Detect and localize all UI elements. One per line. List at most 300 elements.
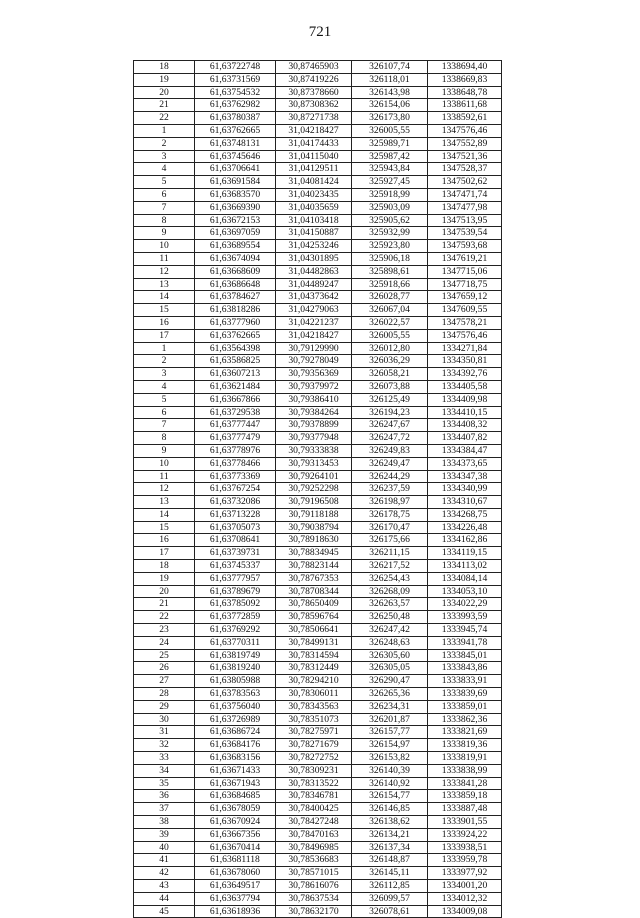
latitude-cell: 61,63762665 xyxy=(195,329,276,342)
latitude-cell: 61,63674094 xyxy=(195,252,276,265)
x-coordinate-cell: 325943,84 xyxy=(352,163,428,176)
latitude-cell: 61,63726989 xyxy=(195,713,276,726)
longitude-cell: 30,78637534 xyxy=(276,892,352,905)
table-row xyxy=(134,496,502,509)
longitude-cell: 31,04023435 xyxy=(276,188,352,201)
table-row xyxy=(134,201,502,214)
y-coordinate-cell: 1347576,46 xyxy=(428,329,502,342)
table-row xyxy=(134,867,502,880)
x-coordinate-cell: 326201,87 xyxy=(352,713,428,726)
table-row xyxy=(134,752,502,765)
table-row xyxy=(134,406,502,419)
longitude-cell: 30,79196508 xyxy=(276,496,352,509)
table-row xyxy=(134,137,502,150)
latitude-cell: 61,63767254 xyxy=(195,483,276,496)
point-number-cell: 16 xyxy=(134,534,195,547)
point-number-cell: 9 xyxy=(134,444,195,457)
x-coordinate-cell: 326263,57 xyxy=(352,598,428,611)
point-number-cell: 31 xyxy=(134,726,195,739)
y-coordinate-cell: 1347576,46 xyxy=(428,124,502,137)
coordinates-table xyxy=(133,60,502,918)
point-number-cell: 4 xyxy=(134,380,195,393)
longitude-cell: 31,04489247 xyxy=(276,278,352,291)
x-coordinate-cell: 326125,49 xyxy=(352,393,428,406)
x-coordinate-cell: 326134,21 xyxy=(352,828,428,841)
latitude-cell: 61,63667866 xyxy=(195,393,276,406)
x-coordinate-cell: 326143,98 xyxy=(352,86,428,99)
y-coordinate-cell: 1333901,55 xyxy=(428,816,502,829)
y-coordinate-cell: 1334001,20 xyxy=(428,880,502,893)
x-coordinate-cell: 325932,99 xyxy=(352,227,428,240)
point-number-cell: 20 xyxy=(134,86,195,99)
x-coordinate-cell: 326249,83 xyxy=(352,444,428,457)
y-coordinate-cell: 1334409,98 xyxy=(428,393,502,406)
point-number-cell: 3 xyxy=(134,150,195,163)
longitude-cell: 31,04221237 xyxy=(276,316,352,329)
longitude-cell: 30,79386410 xyxy=(276,393,352,406)
table-row xyxy=(134,368,502,381)
longitude-cell: 31,04035659 xyxy=(276,201,352,214)
longitude-cell: 30,79379972 xyxy=(276,380,352,393)
longitude-cell: 30,78272752 xyxy=(276,752,352,765)
point-number-cell: 43 xyxy=(134,880,195,893)
x-coordinate-cell: 326178,75 xyxy=(352,508,428,521)
latitude-cell: 61,63686648 xyxy=(195,278,276,291)
point-number-cell: 38 xyxy=(134,816,195,829)
latitude-cell: 61,63731569 xyxy=(195,73,276,86)
x-coordinate-cell: 326247,42 xyxy=(352,624,428,637)
point-number-cell: 27 xyxy=(134,675,195,688)
x-coordinate-cell: 326305,60 xyxy=(352,649,428,662)
table-row xyxy=(134,547,502,560)
y-coordinate-cell: 1347718,75 xyxy=(428,278,502,291)
table-row xyxy=(134,905,502,918)
longitude-cell: 30,78918630 xyxy=(276,534,352,547)
latitude-cell: 61,63722748 xyxy=(195,61,276,74)
longitude-cell: 30,78313522 xyxy=(276,777,352,790)
y-coordinate-cell: 1334405,58 xyxy=(428,380,502,393)
longitude-cell: 30,78427248 xyxy=(276,816,352,829)
point-number-cell: 5 xyxy=(134,393,195,406)
table-row xyxy=(134,841,502,854)
latitude-cell: 61,63819749 xyxy=(195,649,276,662)
y-coordinate-cell: 1334310,67 xyxy=(428,496,502,509)
point-number-cell: 29 xyxy=(134,700,195,713)
point-number-cell: 11 xyxy=(134,470,195,483)
x-coordinate-cell: 326248,63 xyxy=(352,636,428,649)
point-number-cell: 10 xyxy=(134,457,195,470)
table-row xyxy=(134,700,502,713)
y-coordinate-cell: 1333841,28 xyxy=(428,777,502,790)
table-row xyxy=(134,662,502,675)
x-coordinate-cell: 326153,82 xyxy=(352,752,428,765)
point-number-cell: 7 xyxy=(134,201,195,214)
x-coordinate-cell: 326140,39 xyxy=(352,764,428,777)
point-number-cell: 41 xyxy=(134,854,195,867)
point-number-cell: 6 xyxy=(134,406,195,419)
x-coordinate-cell: 325927,45 xyxy=(352,176,428,189)
point-number-cell: 14 xyxy=(134,508,195,521)
y-coordinate-cell: 1347619,21 xyxy=(428,252,502,265)
latitude-cell: 61,63678059 xyxy=(195,803,276,816)
latitude-cell: 61,63586825 xyxy=(195,355,276,368)
longitude-cell: 31,04115040 xyxy=(276,150,352,163)
x-coordinate-cell: 326118,01 xyxy=(352,73,428,86)
y-coordinate-cell: 1333945,74 xyxy=(428,624,502,637)
point-number-cell: 19 xyxy=(134,73,195,86)
y-coordinate-cell: 1333977,92 xyxy=(428,867,502,880)
y-coordinate-cell: 1334113,02 xyxy=(428,560,502,573)
x-coordinate-cell: 325906,18 xyxy=(352,252,428,265)
longitude-cell: 30,78275971 xyxy=(276,726,352,739)
point-number-cell: 24 xyxy=(134,636,195,649)
y-coordinate-cell: 1333845,01 xyxy=(428,649,502,662)
latitude-cell: 61,63691584 xyxy=(195,176,276,189)
y-coordinate-cell: 1338648,78 xyxy=(428,86,502,99)
point-number-cell: 39 xyxy=(134,828,195,841)
longitude-cell: 30,87271738 xyxy=(276,112,352,125)
x-coordinate-cell: 326145,11 xyxy=(352,867,428,880)
table-row xyxy=(134,726,502,739)
latitude-cell: 61,63756040 xyxy=(195,700,276,713)
point-number-cell: 22 xyxy=(134,611,195,624)
point-number-cell: 44 xyxy=(134,892,195,905)
latitude-cell: 61,63681118 xyxy=(195,854,276,867)
table-row xyxy=(134,265,502,278)
point-number-cell: 2 xyxy=(134,355,195,368)
point-number-cell: 12 xyxy=(134,483,195,496)
point-number-cell: 34 xyxy=(134,764,195,777)
longitude-cell: 31,04482863 xyxy=(276,265,352,278)
y-coordinate-cell: 1347502,62 xyxy=(428,176,502,189)
longitude-cell: 30,78616076 xyxy=(276,880,352,893)
table-row xyxy=(134,739,502,752)
table-row xyxy=(134,585,502,598)
table-row xyxy=(134,713,502,726)
x-coordinate-cell: 326146,85 xyxy=(352,803,428,816)
x-coordinate-cell: 326036,29 xyxy=(352,355,428,368)
longitude-cell: 30,78650409 xyxy=(276,598,352,611)
point-number-cell: 21 xyxy=(134,598,195,611)
y-coordinate-cell: 1333859,01 xyxy=(428,700,502,713)
longitude-cell: 31,04150887 xyxy=(276,227,352,240)
x-coordinate-cell: 325905,62 xyxy=(352,214,428,227)
point-number-cell: 20 xyxy=(134,585,195,598)
point-number-cell: 28 xyxy=(134,688,195,701)
point-number-cell: 18 xyxy=(134,61,195,74)
latitude-cell: 61,63748131 xyxy=(195,137,276,150)
x-coordinate-cell: 326099,57 xyxy=(352,892,428,905)
latitude-cell: 61,63745337 xyxy=(195,560,276,573)
x-coordinate-cell: 326175,66 xyxy=(352,534,428,547)
x-coordinate-cell: 326237,59 xyxy=(352,483,428,496)
x-coordinate-cell: 326154,77 xyxy=(352,790,428,803)
y-coordinate-cell: 1333819,36 xyxy=(428,739,502,752)
x-coordinate-cell: 326244,29 xyxy=(352,470,428,483)
longitude-cell: 30,78506641 xyxy=(276,624,352,637)
x-coordinate-cell: 326028,77 xyxy=(352,291,428,304)
longitude-cell: 30,78309231 xyxy=(276,764,352,777)
point-number-cell: 35 xyxy=(134,777,195,790)
x-coordinate-cell: 326247,72 xyxy=(352,432,428,445)
table-row xyxy=(134,227,502,240)
y-coordinate-cell: 1333843,86 xyxy=(428,662,502,675)
x-coordinate-cell: 326250,48 xyxy=(352,611,428,624)
longitude-cell: 31,04279063 xyxy=(276,304,352,317)
point-number-cell: 4 xyxy=(134,163,195,176)
point-number-cell: 45 xyxy=(134,905,195,918)
y-coordinate-cell: 1347477,98 xyxy=(428,201,502,214)
table-row xyxy=(134,355,502,368)
latitude-cell: 61,63697059 xyxy=(195,227,276,240)
longitude-cell: 30,78823144 xyxy=(276,560,352,573)
point-number-cell: 1 xyxy=(134,124,195,137)
x-coordinate-cell: 326265,36 xyxy=(352,688,428,701)
y-coordinate-cell: 1334119,15 xyxy=(428,547,502,560)
latitude-cell: 61,63762982 xyxy=(195,99,276,112)
x-coordinate-cell: 326194,23 xyxy=(352,406,428,419)
longitude-cell: 30,78834945 xyxy=(276,547,352,560)
x-coordinate-cell: 326005,55 xyxy=(352,329,428,342)
y-coordinate-cell: 1347593,68 xyxy=(428,240,502,253)
point-number-cell: 2 xyxy=(134,137,195,150)
latitude-cell: 61,63649517 xyxy=(195,880,276,893)
longitude-cell: 30,87308362 xyxy=(276,99,352,112)
table-row xyxy=(134,457,502,470)
x-coordinate-cell: 326157,77 xyxy=(352,726,428,739)
longitude-cell: 30,78708344 xyxy=(276,585,352,598)
longitude-cell: 30,78536683 xyxy=(276,854,352,867)
point-number-cell: 14 xyxy=(134,291,195,304)
longitude-cell: 30,78767353 xyxy=(276,572,352,585)
point-number-cell: 17 xyxy=(134,547,195,560)
table-row xyxy=(134,329,502,342)
longitude-cell: 30,79313453 xyxy=(276,457,352,470)
y-coordinate-cell: 1334350,81 xyxy=(428,355,502,368)
longitude-cell: 30,79278049 xyxy=(276,355,352,368)
y-coordinate-cell: 1333993,59 xyxy=(428,611,502,624)
longitude-cell: 30,78312449 xyxy=(276,662,352,675)
x-coordinate-cell: 326154,97 xyxy=(352,739,428,752)
longitude-cell: 31,04081424 xyxy=(276,176,352,189)
point-number-cell: 21 xyxy=(134,99,195,112)
y-coordinate-cell: 1334408,32 xyxy=(428,419,502,432)
y-coordinate-cell: 1333859,18 xyxy=(428,790,502,803)
point-number-cell: 33 xyxy=(134,752,195,765)
x-coordinate-cell: 326148,87 xyxy=(352,854,428,867)
latitude-cell: 61,63772859 xyxy=(195,611,276,624)
x-coordinate-cell: 326058,21 xyxy=(352,368,428,381)
y-coordinate-cell: 1338611,68 xyxy=(428,99,502,112)
point-number-cell: 18 xyxy=(134,560,195,573)
y-coordinate-cell: 1334373,65 xyxy=(428,457,502,470)
longitude-cell: 30,79378899 xyxy=(276,419,352,432)
latitude-cell: 61,63669390 xyxy=(195,201,276,214)
x-coordinate-cell: 326112,85 xyxy=(352,880,428,893)
latitude-cell: 61,63683156 xyxy=(195,752,276,765)
longitude-cell: 30,87419226 xyxy=(276,73,352,86)
latitude-cell: 61,63773369 xyxy=(195,470,276,483)
point-number-cell: 8 xyxy=(134,432,195,445)
longitude-cell: 30,87465903 xyxy=(276,61,352,74)
y-coordinate-cell: 1334226,48 xyxy=(428,521,502,534)
y-coordinate-cell: 1347521,36 xyxy=(428,150,502,163)
x-coordinate-cell: 326234,31 xyxy=(352,700,428,713)
point-number-cell: 9 xyxy=(134,227,195,240)
longitude-cell: 30,79264101 xyxy=(276,470,352,483)
longitude-cell: 30,79384264 xyxy=(276,406,352,419)
latitude-cell: 61,63778466 xyxy=(195,457,276,470)
table-row xyxy=(134,624,502,637)
x-coordinate-cell: 325918,66 xyxy=(352,278,428,291)
x-coordinate-cell: 326217,52 xyxy=(352,560,428,573)
table-row xyxy=(134,163,502,176)
latitude-cell: 61,63819240 xyxy=(195,662,276,675)
longitude-cell: 30,78346781 xyxy=(276,790,352,803)
longitude-cell: 31,04174433 xyxy=(276,137,352,150)
y-coordinate-cell: 1334022,29 xyxy=(428,598,502,611)
table-row xyxy=(134,61,502,74)
x-coordinate-cell: 326254,43 xyxy=(352,572,428,585)
longitude-cell: 30,78470163 xyxy=(276,828,352,841)
table-row xyxy=(134,854,502,867)
latitude-cell: 61,63783563 xyxy=(195,688,276,701)
y-coordinate-cell: 1347528,37 xyxy=(428,163,502,176)
point-number-cell: 3 xyxy=(134,368,195,381)
latitude-cell: 61,63670924 xyxy=(195,816,276,829)
table-row xyxy=(134,777,502,790)
y-coordinate-cell: 1334340,99 xyxy=(428,483,502,496)
table-row xyxy=(134,278,502,291)
y-coordinate-cell: 1347715,06 xyxy=(428,265,502,278)
latitude-cell: 61,63777960 xyxy=(195,316,276,329)
latitude-cell: 61,63777447 xyxy=(195,419,276,432)
x-coordinate-cell: 326005,55 xyxy=(352,124,428,137)
x-coordinate-cell: 326012,80 xyxy=(352,342,428,355)
point-number-cell: 32 xyxy=(134,739,195,752)
table-row xyxy=(134,649,502,662)
latitude-cell: 61,63729538 xyxy=(195,406,276,419)
latitude-cell: 61,63672153 xyxy=(195,214,276,227)
y-coordinate-cell: 1334084,14 xyxy=(428,572,502,585)
longitude-cell: 31,04253246 xyxy=(276,240,352,253)
table-row xyxy=(134,150,502,163)
longitude-cell: 30,78343563 xyxy=(276,700,352,713)
longitude-cell: 30,79356369 xyxy=(276,368,352,381)
table-row xyxy=(134,803,502,816)
latitude-cell: 61,63684176 xyxy=(195,739,276,752)
longitude-cell: 31,04103418 xyxy=(276,214,352,227)
y-coordinate-cell: 1334268,75 xyxy=(428,508,502,521)
table-row xyxy=(134,675,502,688)
y-coordinate-cell: 1334162,86 xyxy=(428,534,502,547)
y-coordinate-cell: 1347539,54 xyxy=(428,227,502,240)
x-coordinate-cell: 326247,67 xyxy=(352,419,428,432)
point-number-cell: 19 xyxy=(134,572,195,585)
latitude-cell: 61,63818286 xyxy=(195,304,276,317)
latitude-cell: 61,63706641 xyxy=(195,163,276,176)
latitude-cell: 61,63667356 xyxy=(195,828,276,841)
y-coordinate-cell: 1334410,15 xyxy=(428,406,502,419)
latitude-cell: 61,63805988 xyxy=(195,675,276,688)
point-number-cell: 36 xyxy=(134,790,195,803)
table-row xyxy=(134,828,502,841)
point-number-cell: 5 xyxy=(134,176,195,189)
table-row xyxy=(134,534,502,547)
x-coordinate-cell: 326249,47 xyxy=(352,457,428,470)
y-coordinate-cell: 1338592,61 xyxy=(428,112,502,125)
latitude-cell: 61,63621484 xyxy=(195,380,276,393)
latitude-cell: 61,63777957 xyxy=(195,572,276,585)
longitude-cell: 30,79038794 xyxy=(276,521,352,534)
y-coordinate-cell: 1347578,21 xyxy=(428,316,502,329)
longitude-cell: 31,04129511 xyxy=(276,163,352,176)
point-number-cell: 12 xyxy=(134,265,195,278)
point-number-cell: 42 xyxy=(134,867,195,880)
y-coordinate-cell: 1333887,48 xyxy=(428,803,502,816)
table-row xyxy=(134,316,502,329)
point-number-cell: 13 xyxy=(134,278,195,291)
x-coordinate-cell: 325923,80 xyxy=(352,240,428,253)
longitude-cell: 30,78294210 xyxy=(276,675,352,688)
table-row xyxy=(134,176,502,189)
latitude-cell: 61,63789679 xyxy=(195,585,276,598)
y-coordinate-cell: 1333838,99 xyxy=(428,764,502,777)
longitude-cell: 30,79118188 xyxy=(276,508,352,521)
y-coordinate-cell: 1333821,69 xyxy=(428,726,502,739)
table-row xyxy=(134,188,502,201)
y-coordinate-cell: 1334407,82 xyxy=(428,432,502,445)
point-number-cell: 23 xyxy=(134,624,195,637)
coordinates-table-body xyxy=(134,61,502,918)
x-coordinate-cell: 326170,47 xyxy=(352,521,428,534)
point-number-cell: 30 xyxy=(134,713,195,726)
latitude-cell: 61,63670414 xyxy=(195,841,276,854)
table-row xyxy=(134,342,502,355)
latitude-cell: 61,63770311 xyxy=(195,636,276,649)
table-row xyxy=(134,393,502,406)
table-row xyxy=(134,444,502,457)
longitude-cell: 30,78499131 xyxy=(276,636,352,649)
y-coordinate-cell: 1347659,12 xyxy=(428,291,502,304)
latitude-cell: 61,63739731 xyxy=(195,547,276,560)
point-number-cell: 37 xyxy=(134,803,195,816)
point-number-cell: 40 xyxy=(134,841,195,854)
longitude-cell: 30,78400425 xyxy=(276,803,352,816)
table-row xyxy=(134,112,502,125)
x-coordinate-cell: 326078,61 xyxy=(352,905,428,918)
latitude-cell: 61,63785092 xyxy=(195,598,276,611)
y-coordinate-cell: 1347471,74 xyxy=(428,188,502,201)
point-number-cell: 8 xyxy=(134,214,195,227)
longitude-cell: 30,78306011 xyxy=(276,688,352,701)
y-coordinate-cell: 1334392,76 xyxy=(428,368,502,381)
point-number-cell: 10 xyxy=(134,240,195,253)
latitude-cell: 61,63769292 xyxy=(195,624,276,637)
table-row xyxy=(134,892,502,905)
longitude-cell: 30,79333838 xyxy=(276,444,352,457)
x-coordinate-cell: 326290,47 xyxy=(352,675,428,688)
table-row xyxy=(134,380,502,393)
y-coordinate-cell: 1333938,51 xyxy=(428,841,502,854)
longitude-cell: 31,04218427 xyxy=(276,329,352,342)
latitude-cell: 61,63668609 xyxy=(195,265,276,278)
table-row xyxy=(134,124,502,137)
x-coordinate-cell: 325898,61 xyxy=(352,265,428,278)
y-coordinate-cell: 1333833,91 xyxy=(428,675,502,688)
x-coordinate-cell: 326173,80 xyxy=(352,112,428,125)
y-coordinate-cell: 1338669,83 xyxy=(428,73,502,86)
